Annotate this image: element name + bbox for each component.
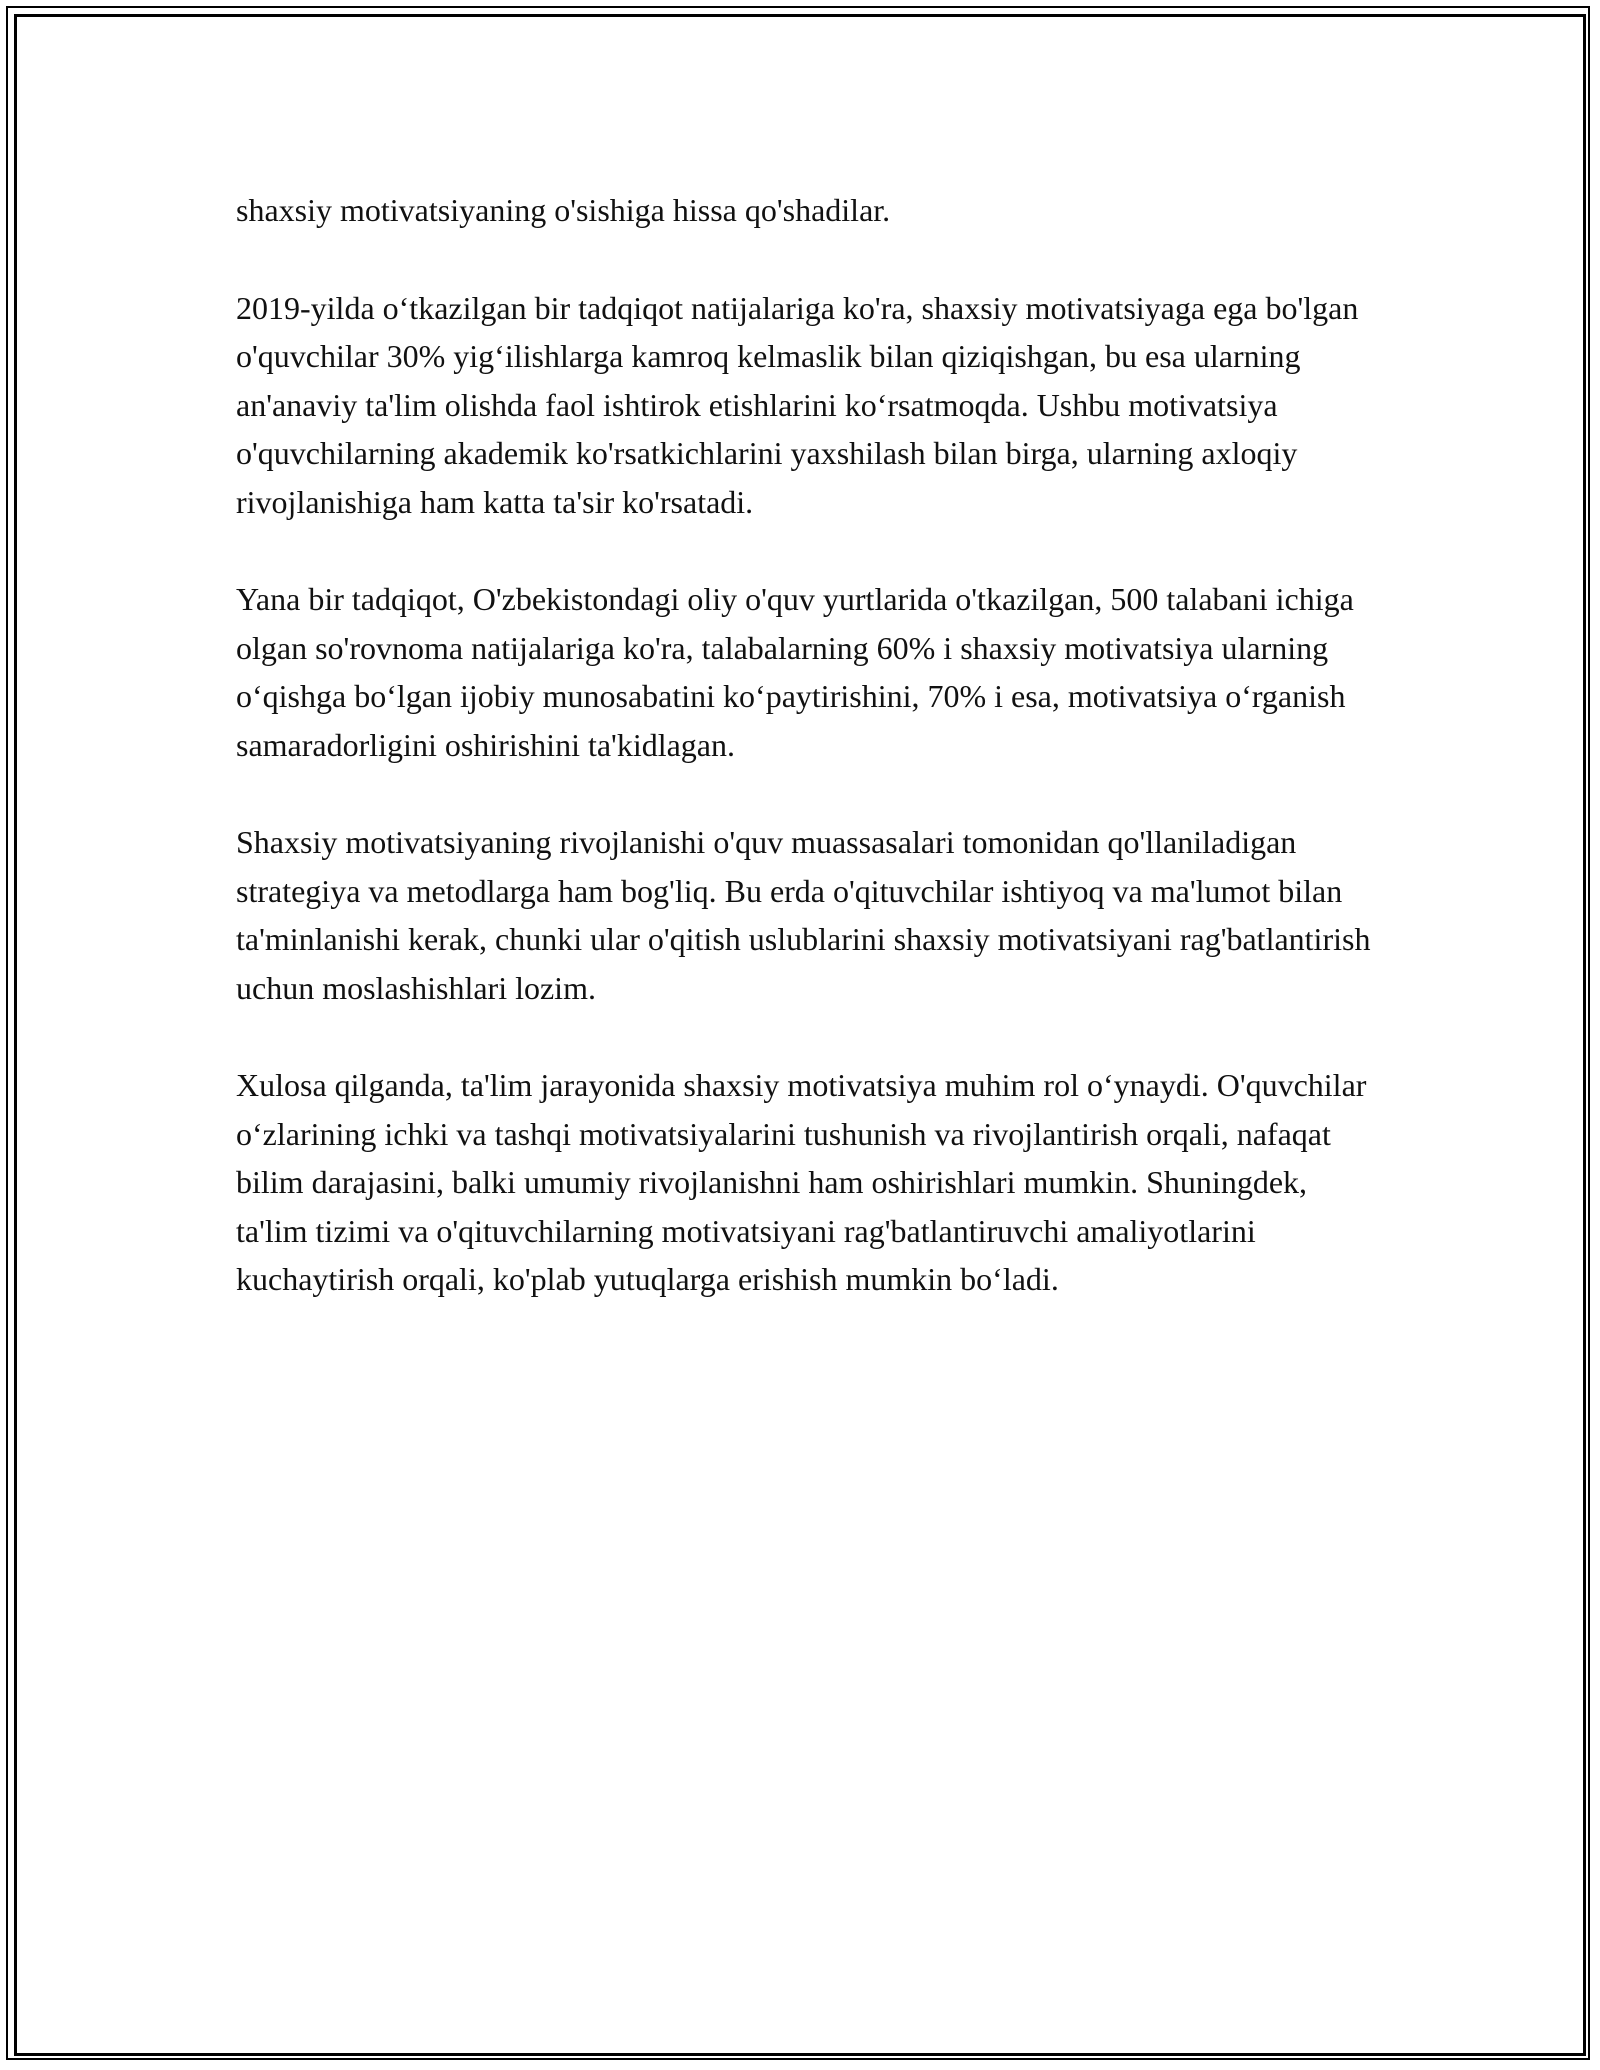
document-body — [236, 186, 1386, 1353]
paragraph-teaching-strategies: Shaxsiy motivatsiyaning rivojlanishi o'quv muassasalari tomonidan qo'llaniladigan strategiya va metodlarga ham bog'liq. Bu erda o'qituvchilar ishtiyoq va ma'lumot bilan ta'minlanishi kerak, chunki ular o'qitish uslublarini shaxsiy motivatsiyani rag'batlantirish uchun moslashishlari lozim. — [236, 824, 1371, 1006]
paragraph-university-survey: Yana bir tadqiqot, O'zbekistondagi oliy o'quv yurtlarida o'tkazilgan, 500 talabani ichiga olgan so'rovnoma natijalariga ko'ra, talabalarning 60% i shaxsiy motivatsiya ularning o‘qishga bo‘lgan ijobiy munosabatini ko‘paytirishini, 70% i esa, motivatsiya o‘rganish samaradorligini oshirishini ta'kidlagan. — [236, 581, 1354, 763]
paragraph-2019-study: 2019-yilda o‘tkazilgan bir tadqiqot natijalariga ko'ra, shaxsiy motivatsiyaga ega bo'lgan o'quvchilar 30% yig‘ilishlarga kamroq kelmaslik bilan qiziqishgan, bu esa ularning an'anaviy ta'lim olishda faol ishtirok etishlarini ko‘rsatmoqda. Ushbu motivatsiya o'quvchilarning akademik ko'rsatkichlarini yaxshilash bilan birga, ularning axloqiy rivojlanishiga ham katta ta'sir ko'rsatadi. — [236, 289, 1359, 520]
paragraph-continuation: shaxsiy motivatsiyaning o'sishiga hissa qo'shadilar. — [236, 192, 891, 228]
paragraph-conclusion: Xulosa qilganda, ta'lim jarayonida shaxsiy motivatsiya muhim rol o‘ynaydi. O'quvchilar o‘zlarining ichki va tashqi motivatsiyalarini tushunish va rivojlantirish orqali, nafaqat bilim darajasini, balki umumiy rivojlanishni ham oshirishlari mumkin. Shuningdek, ta'lim tizimi va o'qituvchilarning motivatsiyani rag'batlantiruvchi amaliyotlarini kuchaytirish orqali, ko'plab yutuqlarga erishish mumkin bo‘ladi. — [236, 1067, 1367, 1297]
